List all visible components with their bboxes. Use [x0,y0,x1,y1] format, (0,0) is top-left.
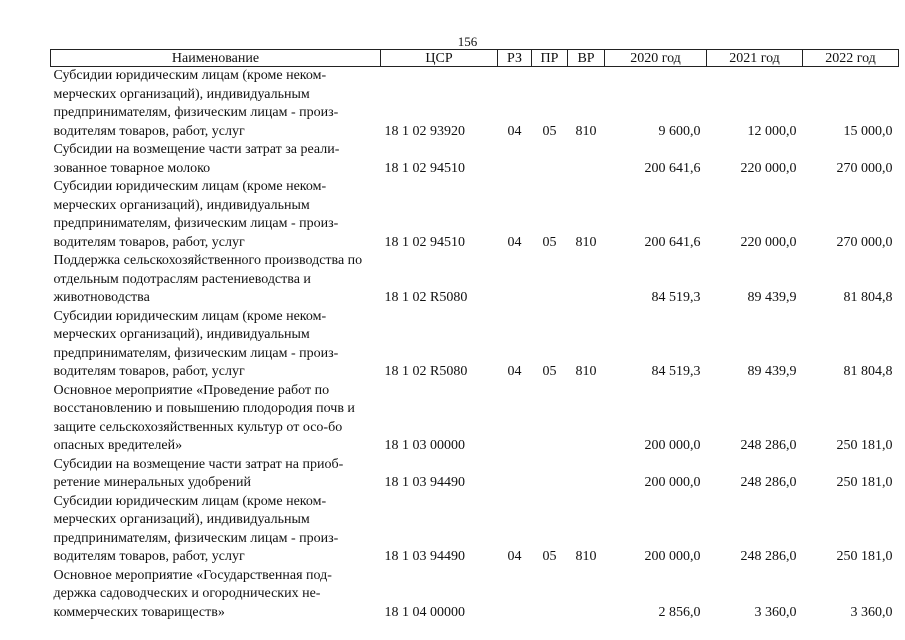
row-2022: 250 181,0 [836,475,893,490]
row-rz: 04 [507,364,522,379]
row-pr [532,456,568,493]
row-name: Субсидии на возмещение части затрат на приоб-ретение минеральных удобрений [53,456,344,490]
row-pr: 05 [542,549,557,564]
row-name: Субсидии юридическим лицам (кроме неком-мерческих организаций), индивидуальным предпринимателям, физическим лицам - произ-водителям товаров, работ, услуг [53,68,339,139]
row-rz [498,567,532,623]
row-2021: 248 286,0 [740,475,797,490]
row-2020: 9 600,0 [658,123,701,139]
header-2021: 2021 год [707,50,803,67]
row-pr [532,141,568,178]
table-header [51,50,899,67]
row-2020: 200 641,6 [644,234,701,250]
row-2022: 250 181,0 [836,549,893,564]
row-rz [498,252,532,308]
row-vr: 810 [575,234,597,250]
table-row [51,178,899,252]
header-vr: ВР [568,50,605,67]
row-name: Субсидии юридическим лицам (кроме неком-мерческих организаций), индивидуальным предпринимателям, физическим лицам - произ-водителям товаров, работ, услуг [53,179,339,250]
row-rz [498,456,532,493]
row-name: Поддержка сельскохозяйственного производства по отдельным подотраслям растениеводства и животноводства [53,253,363,305]
header-csr: ЦСР [381,50,498,67]
header-2022: 2022 год [803,50,899,67]
row-2021: 89 439,9 [747,290,797,305]
table-row [51,382,899,456]
table-row [51,141,899,178]
header-name: Наименование [51,50,381,67]
row-2020: 200 000,0 [644,475,701,490]
row-pr: 05 [542,123,557,139]
row-csr: 18 1 02 94510 [384,160,465,176]
row-pr [532,252,568,308]
row-2022: 270 000,0 [836,160,893,176]
table-body [51,67,899,623]
row-2021: 12 000,0 [747,123,797,139]
header-rz: РЗ [498,50,532,67]
table-row [51,493,899,567]
row-vr [568,252,605,308]
row-rz [498,141,532,178]
header-row [51,50,899,67]
row-2021: 89 439,9 [747,364,797,379]
row-csr: 18 1 03 94490 [384,475,465,490]
row-2022: 250 181,0 [836,438,893,453]
row-2022: 270 000,0 [836,234,893,250]
row-pr [532,567,568,623]
row-vr: 810 [575,364,597,379]
table-row [51,67,899,142]
row-vr [568,382,605,456]
row-name: Субсидии юридическим лицам (кроме неком-мерческих организаций), индивидуальным предпринимателям, физическим лицам - произ-водителям товаров, работ, услуг [53,493,339,564]
row-vr: 810 [575,549,597,564]
row-csr: 18 1 02 R5080 [384,290,468,305]
row-2020: 200 641,6 [644,160,701,176]
row-rz: 04 [507,549,522,564]
row-pr [532,382,568,456]
row-pr: 05 [542,364,557,379]
row-vr [568,141,605,178]
row-name: Основное мероприятие «Проведение работ по восстановлению и повышению плодородия почв и защите сельскохозяйственных культур от осо-бо опасных вредителей» [53,382,355,453]
row-name: Субсидии на возмещение части затрат за реали-зованное товарное молоко [53,142,340,176]
row-2020: 84 519,3 [651,364,701,379]
row-2020: 2 856,0 [658,604,701,620]
header-2020: 2020 год [605,50,707,67]
row-2021: 248 286,0 [740,438,797,453]
row-2021: 220 000,0 [740,160,797,176]
row-csr: 18 1 02 93920 [384,123,465,139]
row-csr: 18 1 02 R5080 [384,364,468,379]
row-2021: 220 000,0 [740,234,797,250]
budget-table [50,49,899,622]
row-2020: 84 519,3 [651,290,701,305]
row-2020: 200 000,0 [644,438,701,453]
row-csr: 18 1 04 00000 [384,604,465,620]
row-vr: 810 [575,123,597,139]
row-rz: 04 [507,234,522,250]
row-rz [498,382,532,456]
row-2020: 200 000,0 [644,549,701,564]
row-2022: 3 360,0 [850,604,893,620]
row-csr: 18 1 02 94510 [384,234,465,250]
row-vr [568,456,605,493]
row-vr [568,567,605,623]
table-row [51,308,899,382]
table-row [51,567,899,623]
row-name: Субсидии юридическим лицам (кроме неком-мерческих организаций), индивидуальным предпринимателям, физическим лицам - произ-водителям товаров, работ, услуг [53,308,339,379]
row-rz: 04 [507,123,522,139]
row-2021: 248 286,0 [740,549,797,564]
row-2022: 81 804,8 [843,290,893,305]
table-row [51,456,899,493]
table-row [51,252,899,308]
row-name: Основное мероприятие «Государственная под-держка садоводческих и огороднических не-коммерческих товариществ» [53,567,332,620]
row-pr: 05 [542,234,557,250]
header-pr: ПР [532,50,568,67]
row-2021: 3 360,0 [754,604,797,620]
row-2022: 15 000,0 [843,123,893,139]
row-2022: 81 804,8 [843,364,893,379]
row-csr: 18 1 03 00000 [384,438,465,453]
page-number: 156 [457,34,478,49]
row-csr: 18 1 03 94490 [384,549,465,564]
